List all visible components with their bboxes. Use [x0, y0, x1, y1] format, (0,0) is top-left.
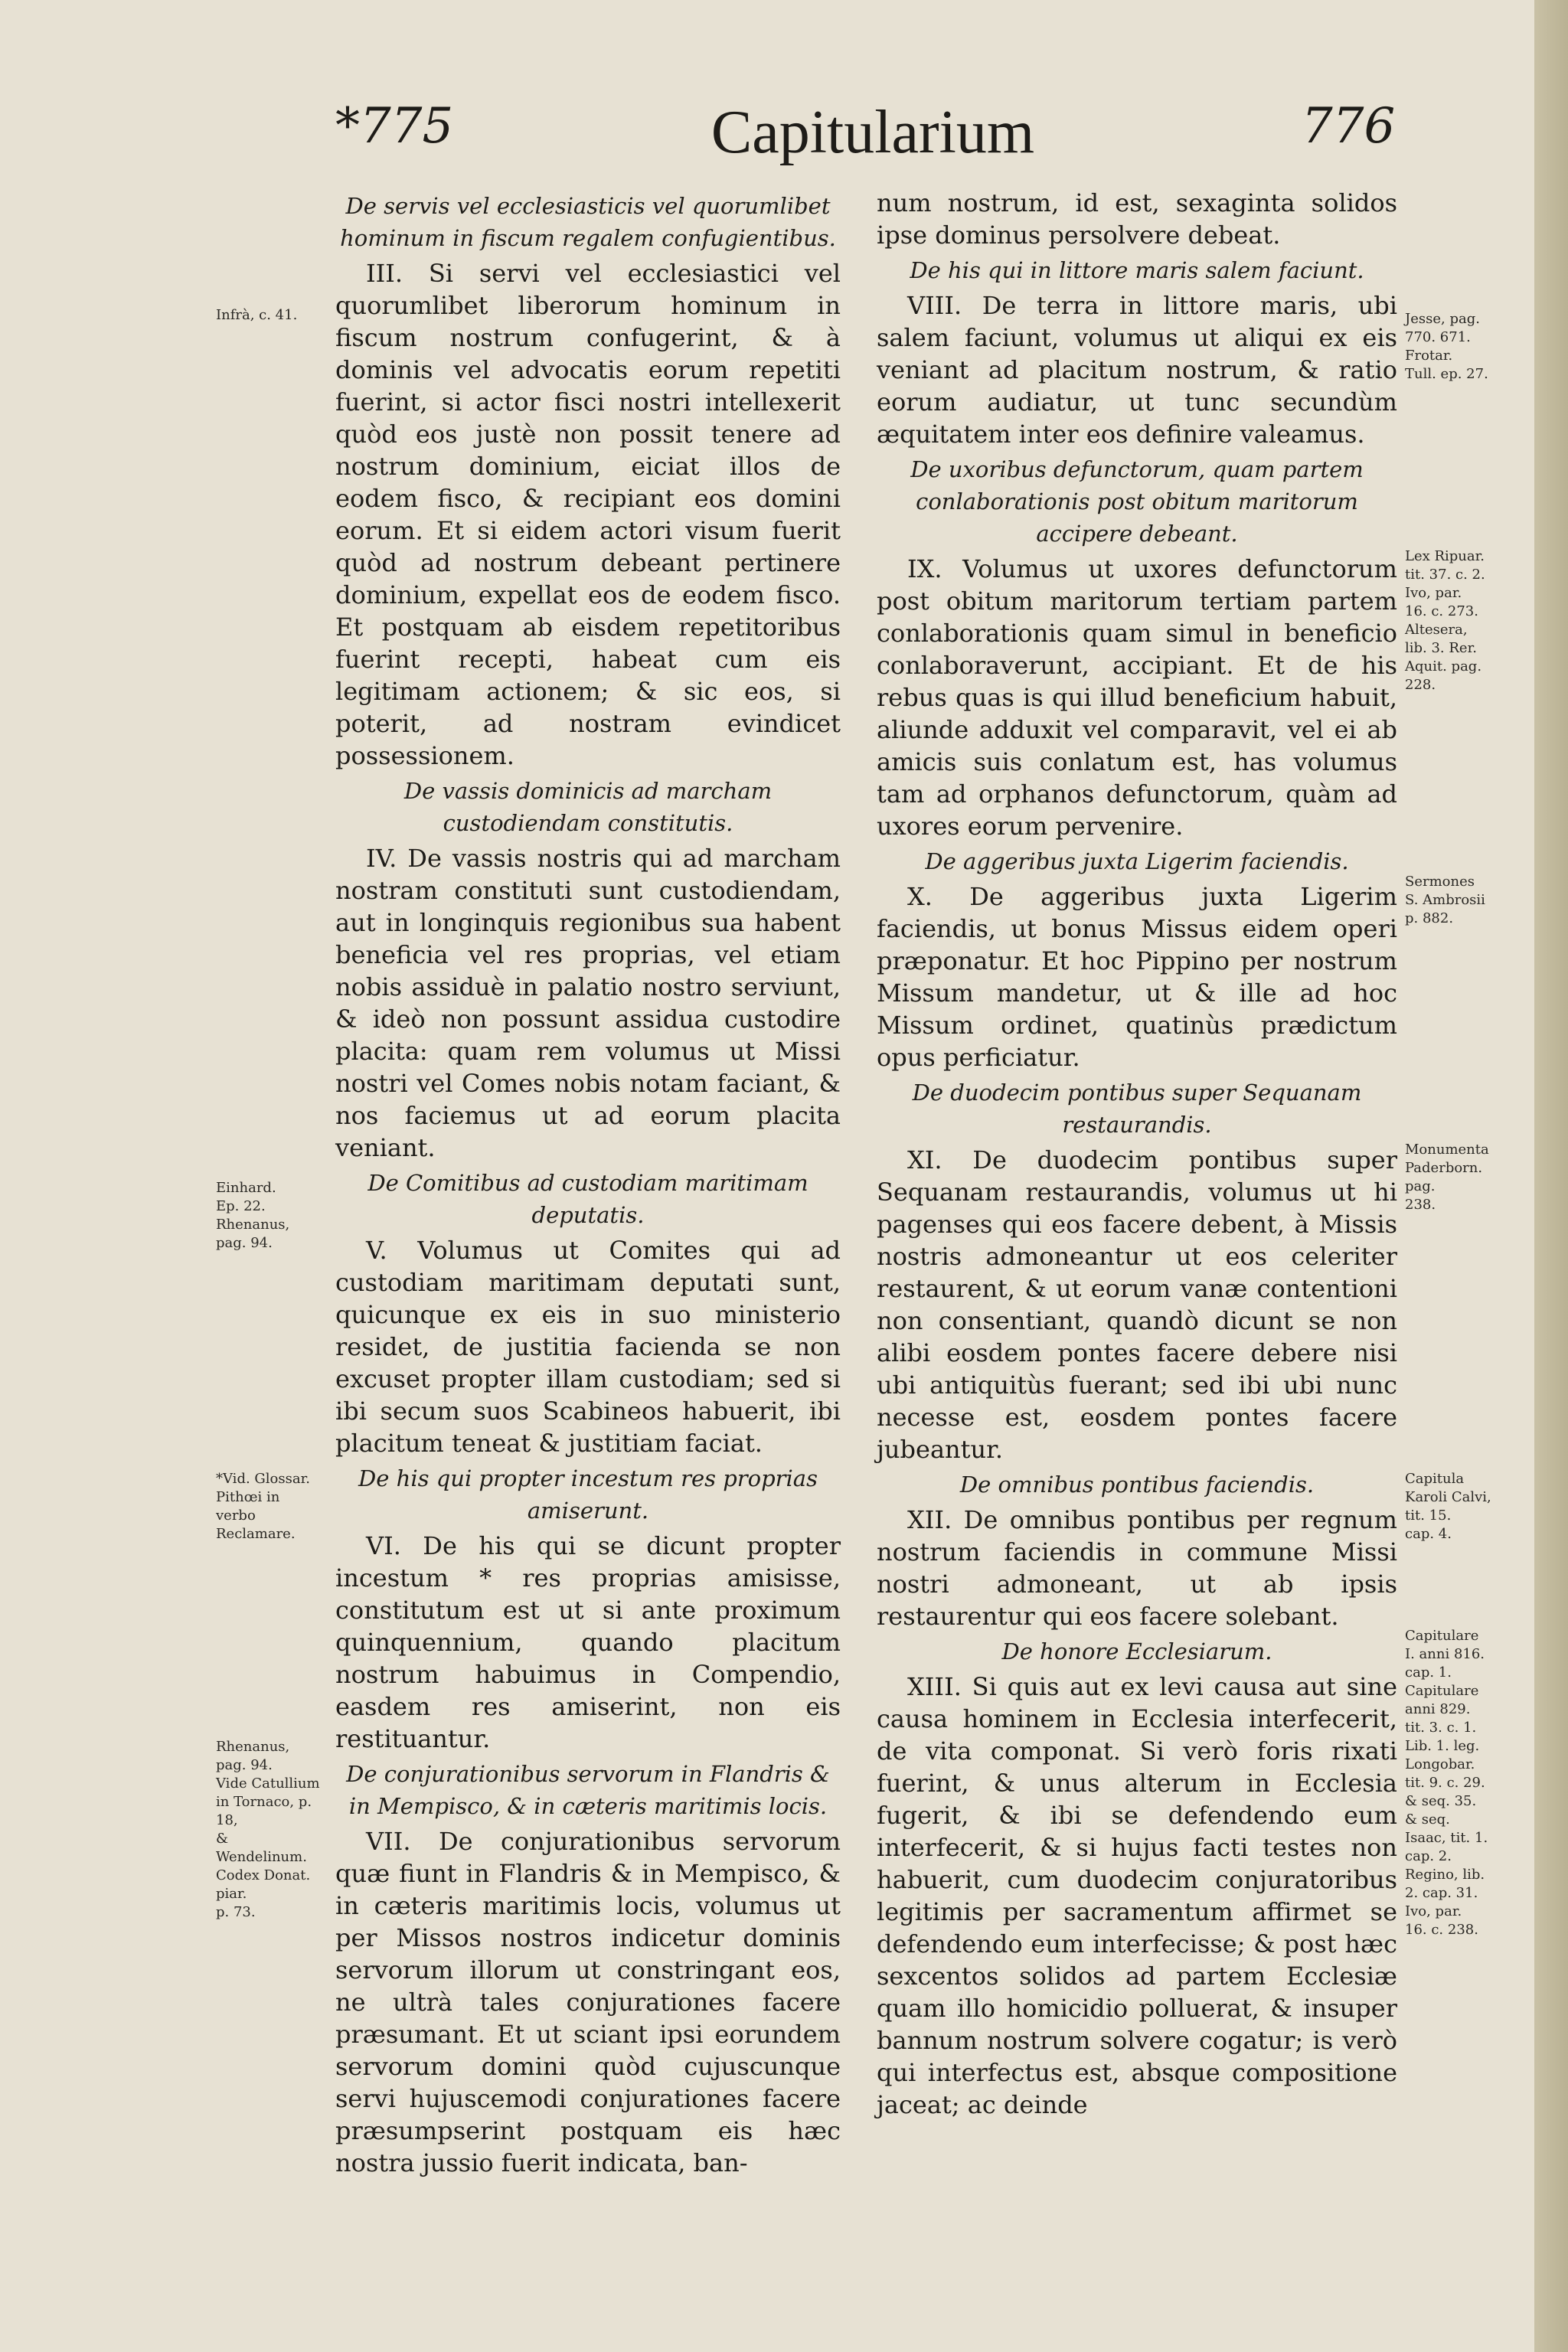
left-column — [335, 187, 841, 2179]
page-number-left: *775 — [335, 98, 454, 155]
section-heading: De his qui propter incestum res proprias amiserunt. — [358, 1465, 818, 1524]
section-heading: De uxoribus defunctorum, quam partem conlaborationis post obitum maritorum accipere debeant. — [910, 456, 1364, 547]
paragraph: XII. De omnibus pontibus per regnum nostrum faciendis in commune Missi nostri admoneant, ut ab ipsis restaurentur qui eos facere solebant. — [877, 1505, 1397, 1631]
margin-note: Sermones S. Ambrosii p. 882. — [1405, 874, 1485, 926]
margin-note: Monumenta Paderborn. pag. 238. — [1405, 1142, 1489, 1213]
section-heading: De honore Ecclesiarum. — [1001, 1638, 1272, 1664]
book-edge — [1534, 0, 1568, 2352]
section-heading: De Comitibus ad custodiam maritimam deputatis. — [368, 1170, 808, 1228]
section-heading: De omnibus pontibus faciendis. — [959, 1472, 1315, 1498]
paragraph: III. Si servi vel ecclesiastici vel quorumlibet liberorum hominum in fiscum nostrum confugerint, & à dominis vel advocatis eorum repetiti fuerint, si actor fisci nostri intellexerit quòd eos justè non possit tenere ad nostrum dominium, eiciat illos de eodem fisco, & recipiant eos domini eorum. Et si eidem actori visum fuerit quòd ad nostrum debeant pertinere dominium, expellat eos de eodem fisco. Et postquam ab eisdem repetitoribus fuerint recepti, habeat cum eis legitimam actionem; & sic eos, si poterit, ad nostram evindicet possessionem. — [335, 259, 841, 770]
margin-note: Einhard. Ep. 22. Rhenanus, pag. 94. — [216, 1180, 290, 1251]
section-heading: De duodecim pontibus super Sequanam restaurandis. — [912, 1080, 1362, 1138]
margin-note: Jesse, pag. 770. 671. Frotar. Tull. ep. 27. — [1405, 311, 1488, 382]
paragraph: X. De aggeribus juxta Ligerim faciendis, ut bonus Missus eidem operi præponatur. Et hoc Pippino per nostrum Missum mandetur, ut & ille ad hoc Missum ordinet, quatinùs prædictum opus perficiatur. — [877, 882, 1397, 1072]
paragraph: VII. De conjurationibus servorum quæ fiunt in Flandris & in Mempisco, & in cæteris maritimis locis, volumus ut per Missos nostros indicetur dominis servorum illorum ut constringant eos, ne ultrà tales conjurationes facere præsumant. Et ut sciant ipsi eorundem servorum domini quòd cujuscunque servi hujuscemodi conjurationes facere præsumpserint postquam eis hæc nostra jussio fuerit indicata, ban- — [335, 1827, 841, 2177]
paragraph: VI. De his qui se dicunt propter incestum * res proprias amisisse, constitutum est ut si ante proximum quinquennium, quando placitum nostrum habuimus in Compendio, easdem res amiserint, non eis restituantur. — [335, 1531, 841, 1753]
page-number-right: 776 — [1302, 98, 1396, 155]
section-heading: De aggeribus juxta Ligerim faciendis. — [925, 848, 1349, 874]
paragraph: VIII. De terra in littore maris, ubi salem faciunt, volumus ut aliqui ex eis veniant ad placitum nostrum, & ratio eorum audiatur, ut tunc secundùm æquitatem inter eos definire valeamus. — [877, 291, 1397, 449]
running-title: Capitularium — [710, 99, 1035, 166]
paragraph: IX. Volumus ut uxores defunctorum post obitum maritorum tertiam partem conlaborationis quam simul in beneficio conlaboraverunt, accipiant. Et de his rebus quas is qui illud beneficium habuit, aliunde adduxit vel comparavit, vel ei ab amicis suis conlatum est, has volumus tam ad orphanos defunctorum, quàm ad uxores eorum pervenire. — [877, 554, 1397, 841]
section-heading: De servis vel ecclesiasticis vel quorumlibet hominum in fiscum regalem confugientibus. — [340, 193, 836, 251]
paragraph: V. Volumus ut Comites qui ad custodiam maritimam deputati sunt, quicunque ex eis in suo ministerio residet, de justitia facienda se non excuset propter illam custodiam; sed si ibi secum suos Scabineos habuerit, ibi placitum teneat & justitiam faciat. — [335, 1236, 841, 1458]
paragraph: XI. De duodecim pontibus super Sequanam restaurandis, volumus ut hi pagenses qui eos facere debent, à Missis nostris admoneantur ut eos celeriter restaurent, & ut eorum vanæ contentioni non consentiant, quandò dicunt se non alibi eosdem pontes facere debere nisi ubi antiquitùs fuerant; sed ibi ubi nunc necesse est, eosdem pontes facere jubeantur. — [877, 1145, 1397, 1464]
margin-note: Capitulare I. anni 816. cap. 1. Capitulare anni 829. tit. 3. c. 1. Lib. 1. leg. Longobar. tit. 9. c. 29. & seq. 35. & seq. Isaac, tit. 1. cap. 2. Regino, lib. 2. cap. 31. Ivo, par. 16. c. 238. — [1405, 1628, 1488, 1938]
section-heading: De his qui in littore maris salem faciunt. — [910, 257, 1364, 283]
paragraph: IV. De vassis nostris qui ad marcham nostram constituti sunt custodiendam, aut in longinquis regionibus sua habent beneficia vel res proprias, vel etiam nobis assiduè in palatio nostro serviunt, & ideò non possunt assidua custodire placita: quam rem volumus ut Missi nostri vel Comes nobis notam faciant, & nos faciemus ut ad eorum placita veniant. — [335, 844, 841, 1162]
margin-note: Rhenanus, pag. 94. Vide Catullium in Tornaco, p. 18, & Wendelinum. Codex Donat. piar. p. 73. — [216, 1739, 320, 1920]
margin-note: Infrà, c. 41. — [216, 307, 298, 323]
paragraph-continuation: num nostrum, id est, sexaginta solidos ipse dominus persolvere debeat. — [877, 188, 1397, 250]
margin-note: Capitula Karoli Calvi, tit. 15. cap. 4. — [1405, 1471, 1491, 1542]
margin-note: *Vid. Glossar. Pithœi in verbo Reclamare. — [216, 1471, 310, 1542]
paragraph: XIII. Si quis aut ex levi causa aut sine causa hominem in Ecclesia interfecerit, de vita componat. Si verò foris rixati fuerint, & unus alterum in Ecclesia fugerit, & ibi se defendendo eum interfecerit, & si hujus facti testes non habuerit, cum duodecim conjuratoribus legitimis per sacramentum affirmet se defendendo eum interfecisse; & post hæc sexcentos solidos ad partem Ecclesiæ quam illo homicidio polluerat, & insuper bannum nostrum solvere cogatur; is verò qui interfectus est, absque compositione jaceat; ac deinde — [877, 1672, 1397, 2119]
margin-note: Lex Ripuar. tit. 37. c. 2. Ivo, par. 16. c. 273. Altesera, lib. 3. Rer. Aquit. pag. 228. — [1405, 548, 1485, 693]
section-heading: De conjurationibus servorum in Flandris & in Mempisco, & in cæteris maritimis locis. — [346, 1761, 830, 1819]
section-heading: De vassis dominicis ad marcham custodiendam constitutis. — [403, 778, 773, 836]
right-column — [877, 187, 1397, 2121]
